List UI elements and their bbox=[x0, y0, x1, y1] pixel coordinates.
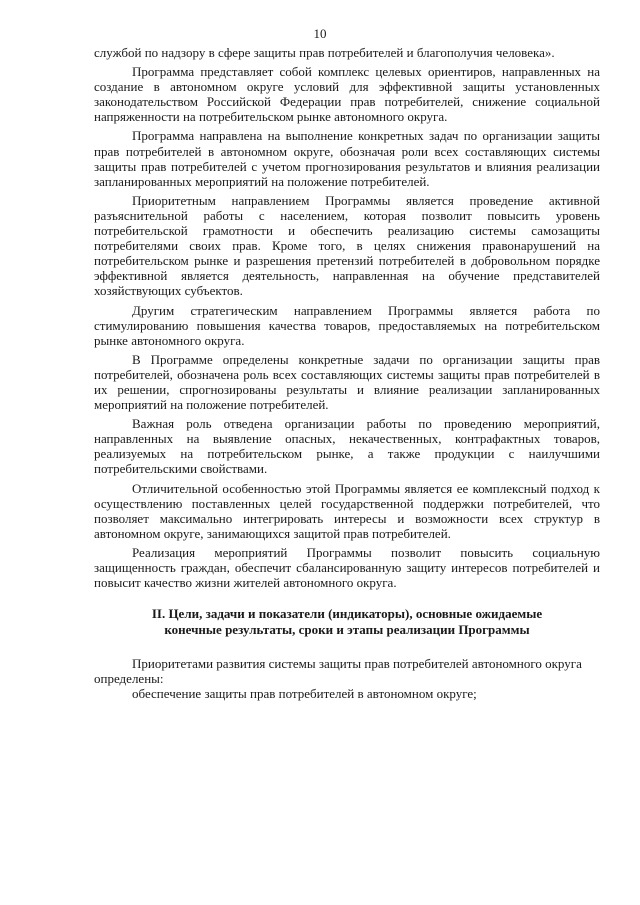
page-number: 10 bbox=[313, 26, 327, 41]
priority-item: обеспечение защиты прав потребителей в автономном округе; bbox=[132, 686, 477, 702]
paragraph: Программа направлена на выполнение конкретных задач по организации защиты прав потребителей в автономном округе, обозначая роли всех составляющих системы защиты прав потребителей с учетом прогнозирования результатов и влияния реализации запланированных мероприятий на положение потребителей. bbox=[94, 128, 600, 189]
paragraph: В Программе определены конкретные задачи по организации защиты прав потребителей, обозначена роль всех составляющих системы защиты прав потребителей в их решении, спрогнозированы результаты и влияние реализации запланированных мероприятий на положение потребителей. bbox=[94, 351, 600, 413]
paragraph: Реализация мероприятий Программы позволит повысить социальную защищенность граждан, обеспечит сбалансированную защиту интересов потребителей и повысит качество жизни жителей автономного округа. bbox=[94, 544, 600, 591]
paragraph-continuation: службой по надзору в сфере защиты прав потребителей и благополучия человека». bbox=[94, 45, 555, 60]
paragraph: Программа представляет собой комплекс целевых ориентиров, направленных на создание в автономном округе условий для эффективной защиты установленных законодательством Российской Федерации прав потребителей, снижение социальной напряженности на потребительском рынке автономного округа. bbox=[94, 64, 600, 125]
document-body bbox=[94, 45, 600, 701]
paragraph: Приоритетным направлением Программы является проведение активной разъяснительной работы с населением, которая позволит повысить уровень потребительской грамотности и обеспечить реализацию системы самозащиты потребителями своих прав. Кроме того, в целях снижения правонарушений на потребительском рынке и разрешения претензий потребителей в добровольном порядке эффективной является деятельность, направленная на обучение представителей хозяйствующих субъектов. bbox=[94, 192, 600, 299]
paragraph: Другим стратегическим направлением Программы является работа по стимулированию повышения качества товаров, предоставляемых на потребительском рынке автономного округа. bbox=[94, 302, 600, 348]
section-heading-line: конечные результаты, сроки и этапы реализации Программы bbox=[164, 622, 530, 638]
paragraph: Отличительной особенностью этой Программы является ее комплексный подход к осуществлению поставленных целей государственной поддержки потребителей, что позволяет максимально интегрировать интересы и возможности всех структур в автономном округе, занимающихся защитой прав потребителей. bbox=[94, 480, 600, 541]
section-heading bbox=[94, 606, 600, 638]
section-heading-line: II. Цели, задачи и показатели (индикаторы), основные ожидаемые bbox=[151, 606, 543, 622]
paragraph: Важная роль отведена организации работы по проведению мероприятий, направленных на выявление опасных, некачественных, контрафактных товаров, реализуемых на потребительском рынке, а также продукции с наилучшими потребительскими свойствами. bbox=[94, 416, 600, 477]
priorities-intro: Приоритетами развития системы защиты прав потребителей автономного округа определены: bbox=[94, 656, 582, 687]
